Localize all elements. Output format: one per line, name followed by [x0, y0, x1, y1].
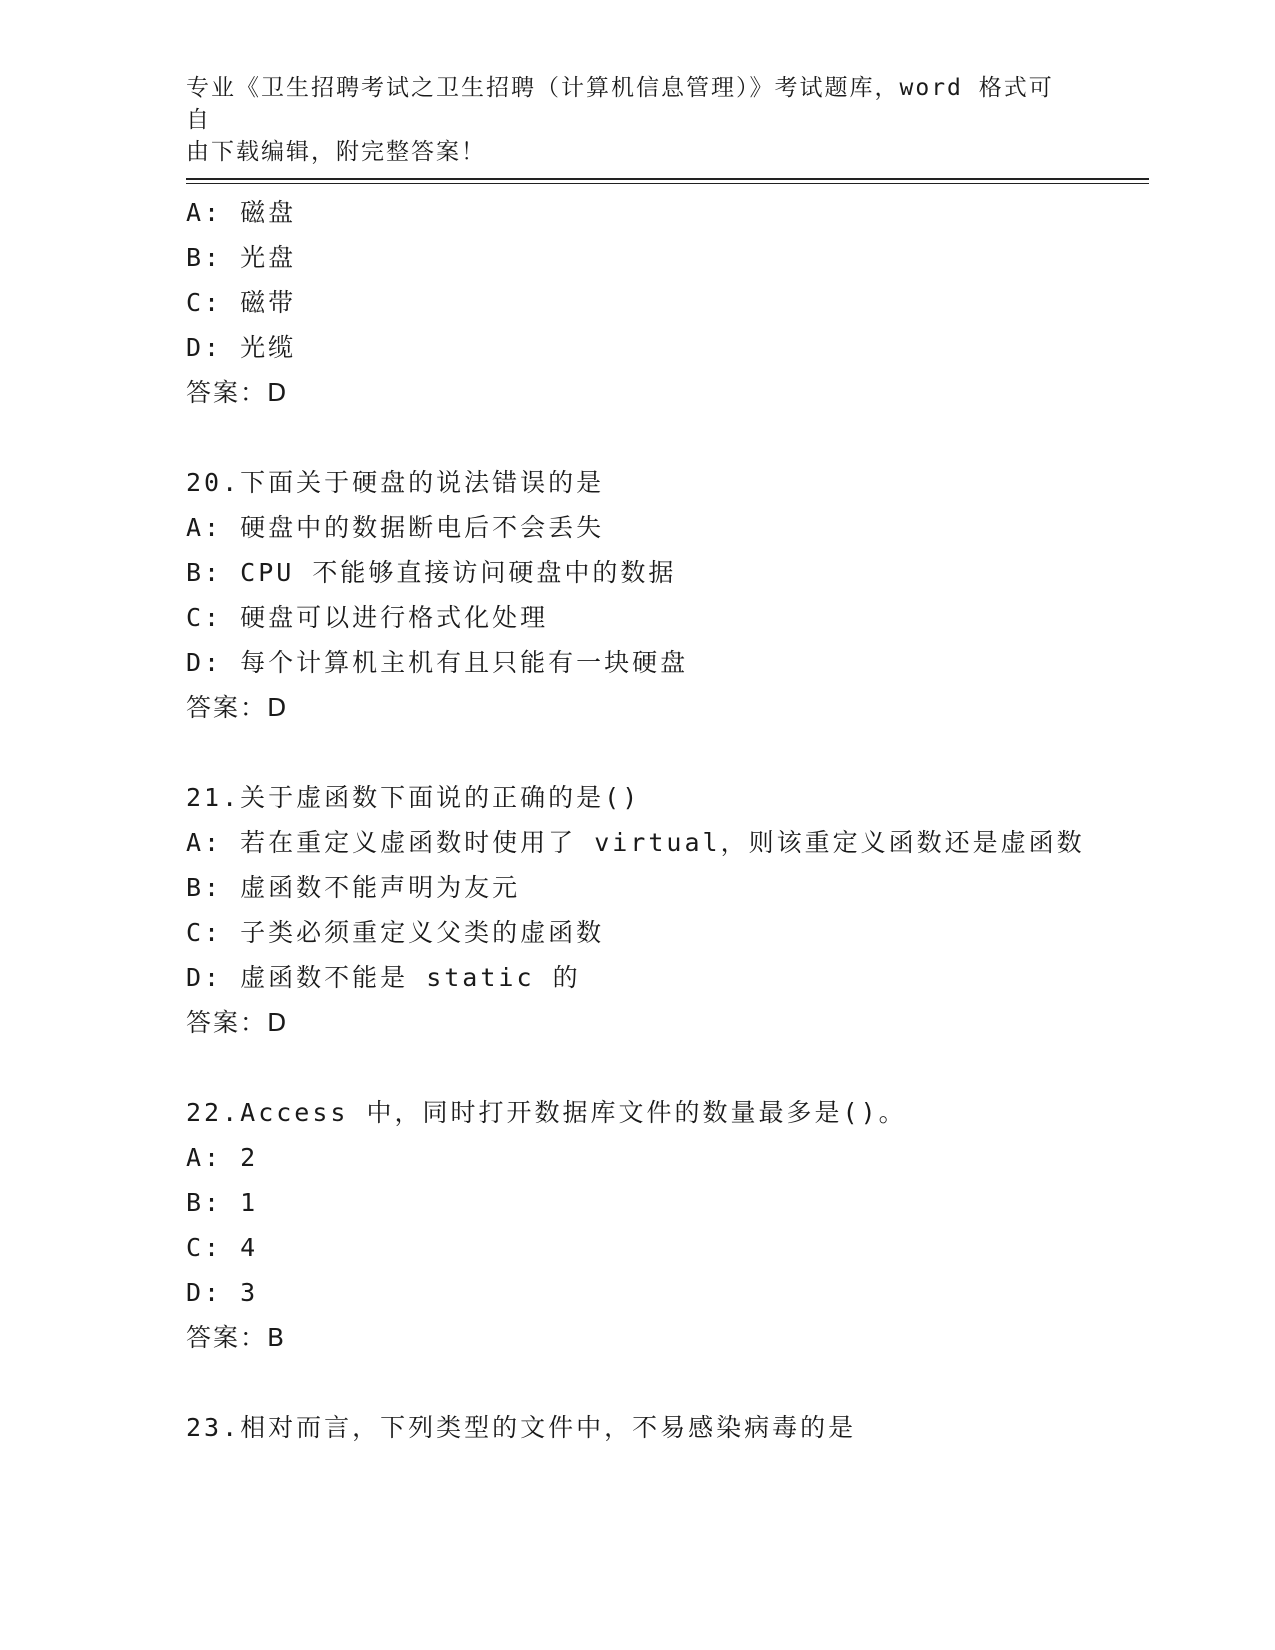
option-c: C: 磁带: [186, 288, 297, 317]
question-block-23: [186, 1405, 1146, 1450]
option-a: A: 磁盘: [186, 198, 297, 227]
option-b: B: CPU 不能够直接访问硬盘中的数据: [186, 558, 677, 587]
header-line-1: 专业《卫生招聘考试之卫生招聘（计算机信息管理）》考试题库，word 格式可自: [186, 75, 1054, 133]
option-d: D: 光缆: [186, 333, 297, 362]
spacer: [186, 1360, 1146, 1405]
option-a: A: 2: [186, 1143, 259, 1172]
question-text: 20.下面关于硬盘的说法错误的是: [186, 468, 605, 497]
question-text: 23.相对而言，下列类型的文件中，不易感染病毒的是: [186, 1413, 857, 1442]
answer-line: 答案：D: [186, 693, 289, 722]
header-divider-thick: [186, 178, 1149, 180]
answer-line: 答案：D: [186, 1008, 289, 1037]
question-block-19-continuation: [186, 190, 1146, 415]
question-text: 22.Access 中，同时打开数据库文件的数量最多是()。: [186, 1098, 907, 1127]
question-block-22: [186, 1090, 1146, 1360]
header-line-2: 由下载编辑，附完整答案！: [186, 139, 486, 165]
option-c: C: 硬盘可以进行格式化处理: [186, 603, 549, 632]
option-c: C: 4: [186, 1233, 259, 1262]
option-a: A: 若在重定义虚函数时使用了 virtual，则该重定义函数还是虚函数: [186, 828, 1085, 857]
option-d: D: 虚函数不能是 static 的: [186, 963, 581, 992]
spacer: [186, 415, 1146, 460]
header-divider-thin: [186, 183, 1149, 184]
question-block-21: [186, 775, 1146, 1045]
answer-line: 答案：D: [186, 378, 289, 407]
option-c: C: 子类必须重定义父类的虚函数: [186, 918, 605, 947]
document-header: [186, 72, 1066, 168]
question-block-20: [186, 460, 1146, 730]
question-list: [186, 190, 1146, 1450]
option-b: B: 虚函数不能声明为友元: [186, 873, 521, 902]
option-b: B: 1: [186, 1188, 259, 1217]
option-d: D: 3: [186, 1278, 259, 1307]
spacer: [186, 1045, 1146, 1090]
option-d: D: 每个计算机主机有且只能有一块硬盘: [186, 648, 689, 677]
option-a: A: 硬盘中的数据断电后不会丢失: [186, 513, 605, 542]
option-b: B: 光盘: [186, 243, 297, 272]
question-text: 21.关于虚函数下面说的正确的是(): [186, 783, 641, 812]
answer-line: 答案：B: [186, 1323, 287, 1352]
spacer: [186, 730, 1146, 775]
